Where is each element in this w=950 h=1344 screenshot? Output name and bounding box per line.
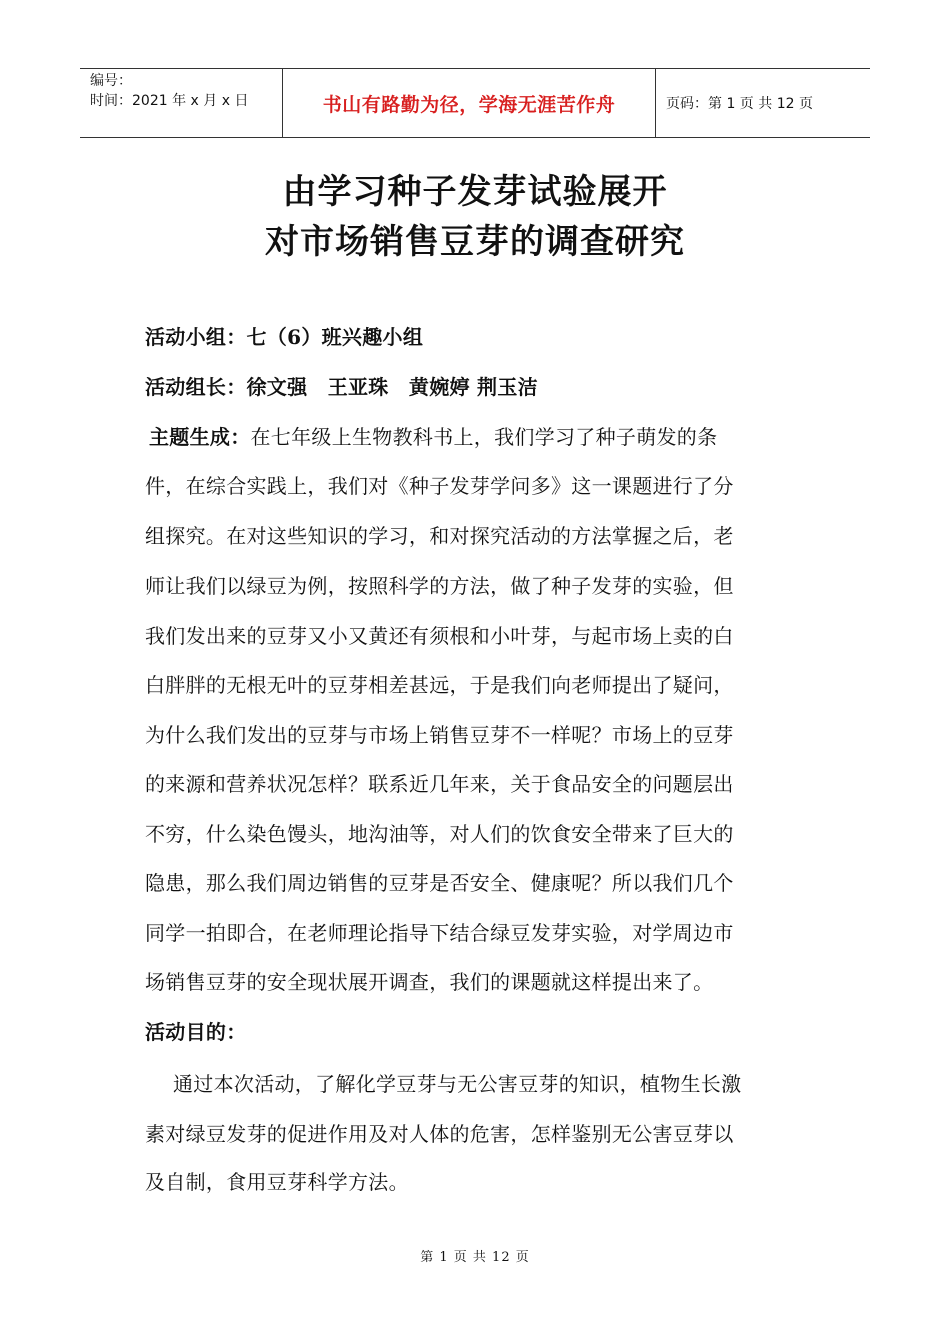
theme-paragraph-line: 白胖胖的无根无叶的豆芽相差甚远，于是我们向老师提出了疑问，: [145, 673, 734, 697]
page-footer: 第 1 页 共 12 页: [420, 1250, 530, 1265]
header-motto: 书山有路勤为径，学海无涯苦作舟: [322, 93, 616, 116]
header-table: [80, 68, 870, 138]
theme-paragraph-line: 为什么我们发出的豆芽与市场上销售豆芽不一样呢？市场上的豆芽: [145, 723, 734, 747]
activity-leader-label: 活动组长：徐文强 王亚珠 黄婉婷 荆玉洁: [145, 375, 538, 399]
header-right-cell: [656, 69, 870, 137]
purpose-paragraph-line: 及自制，食用豆芽科学方法。: [145, 1170, 409, 1194]
purpose-paragraph-line: 素对绿豆发芽的促进作用及对人体的危害，怎样鉴别无公害豆芽以: [145, 1122, 734, 1146]
header-page-label: 页码：第 1 页 共 12 页: [666, 96, 813, 112]
theme-paragraph-line: 场销售豆芽的安全现状展开调查，我们的课题就这样提出来了。: [145, 970, 714, 994]
theme-heading: 主题生成：: [149, 425, 251, 449]
header-middle-cell: [282, 69, 656, 137]
theme-line-text: 在七年级上生物教科书上，我们学习了种子萌发的条: [250, 425, 718, 449]
theme-paragraph-line: 组探究。在对这些知识的学习，和对探究活动的方法掌握之后，老: [145, 524, 734, 548]
theme-paragraph-line: [149, 421, 717, 450]
activity-group-label: 活动小组：七（6）班兴趣小组: [145, 325, 424, 349]
document-title-line-2: 对市场销售豆芽的调查研究: [265, 222, 685, 262]
document-number-label: 编号：: [90, 73, 132, 89]
purpose-paragraph-line: 通过本次活动，了解化学豆芽与无公害豆芽的知识，植物生长激: [173, 1072, 742, 1096]
header-left-cell: [80, 69, 282, 137]
theme-paragraph-line: 同学一拍即合，在老师理论指导下结合绿豆发芽实验，对学周边市: [145, 921, 734, 945]
document-title-line-1: 由学习种子发芽试验展开: [282, 172, 668, 212]
theme-paragraph-line: 件，在综合实践上，我们对《种子发芽学问多》这一课题进行了分: [145, 474, 734, 498]
theme-paragraph-line: 隐患，那么我们周边销售的豆芽是否安全、健康呢？所以我们几个: [145, 871, 734, 895]
theme-paragraph-line: 的来源和营养状况怎样？联系近几年来，关于食品安全的问题层出: [145, 772, 734, 796]
theme-paragraph-line: 不穷，什么染色馒头，地沟油等，对人们的饮食安全带来了巨大的: [145, 822, 734, 846]
theme-paragraph-line: 我们发出来的豆芽又小又黄还有须根和小叶芽，与起市场上卖的白: [145, 624, 734, 648]
purpose-heading: 活动目的：: [145, 1020, 247, 1044]
document-date-label: 时间：2021 年 x 月 x 日: [90, 93, 249, 109]
theme-paragraph-line: 师让我们以绿豆为例，按照科学的方法，做了种子发芽的实验，但: [145, 574, 734, 598]
